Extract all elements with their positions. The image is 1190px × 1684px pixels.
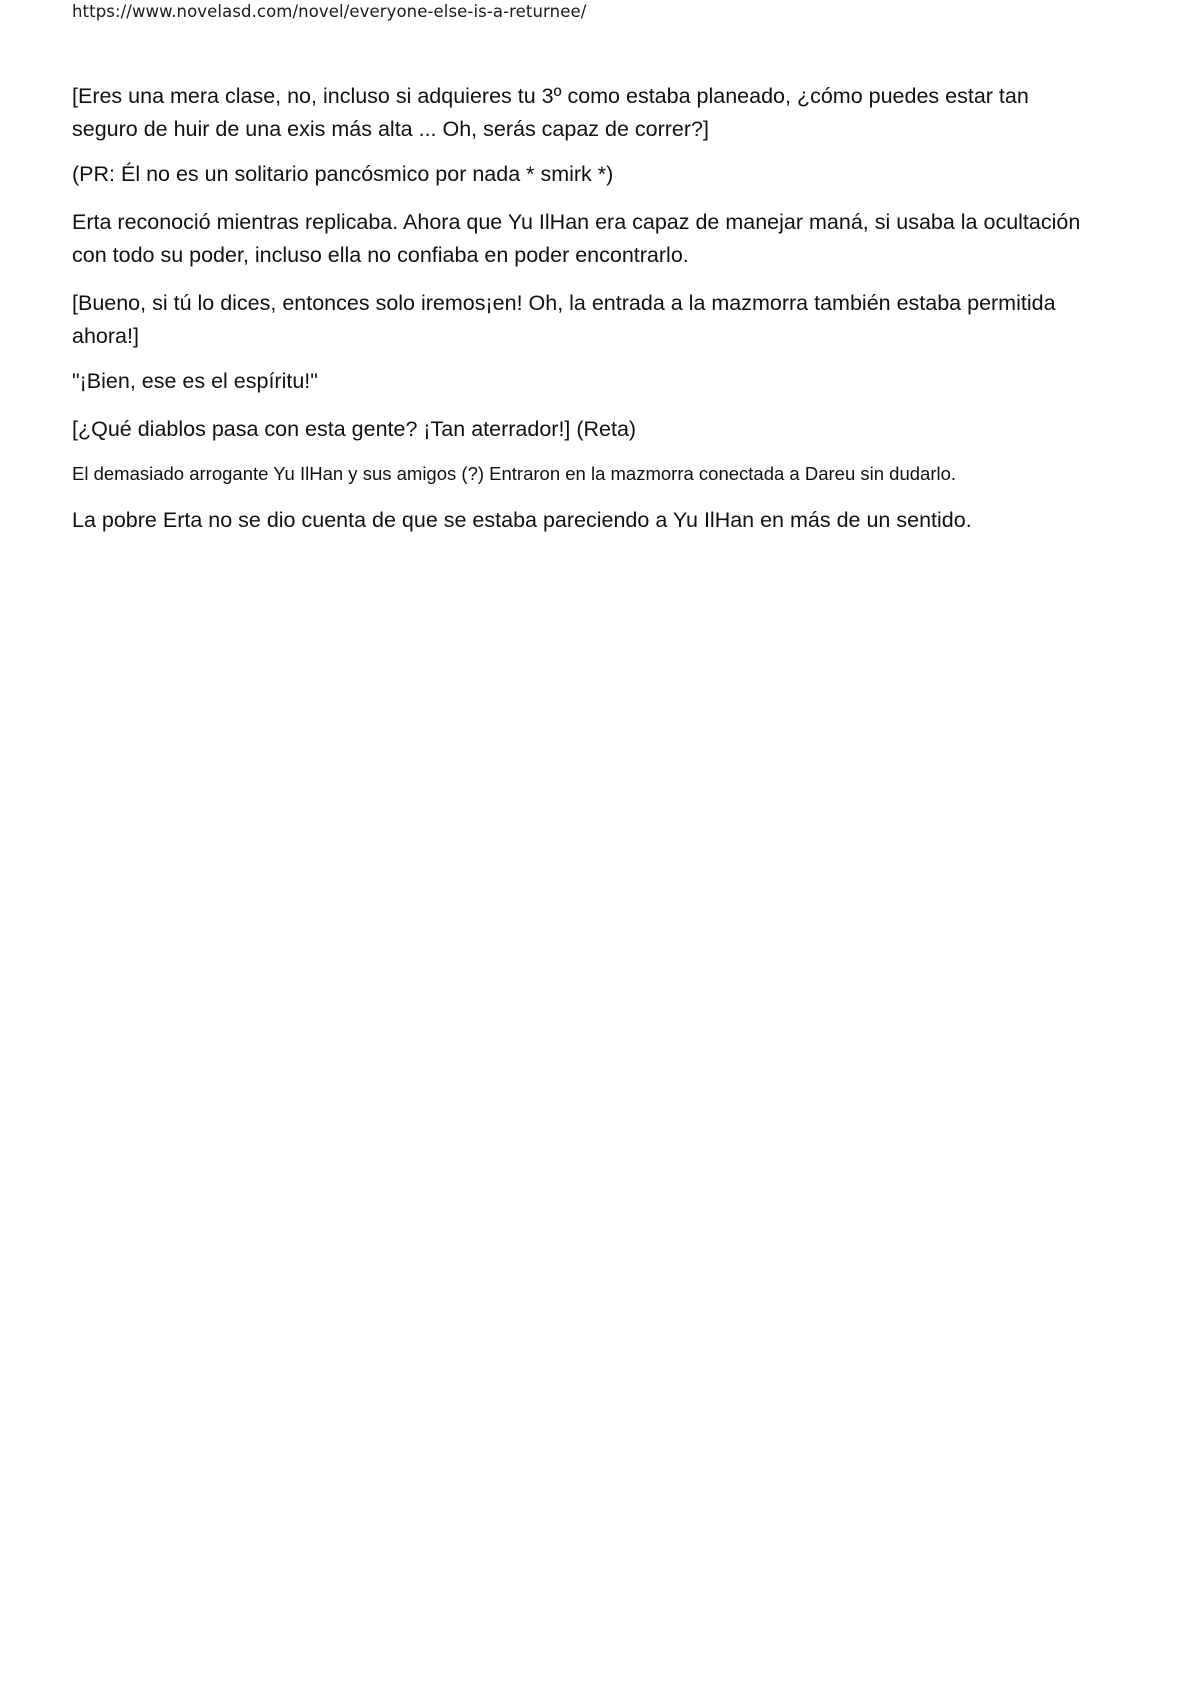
paragraph-8: La pobre Erta no se dio cuenta de que se estaba pareciendo a Yu IlHan en más de un sentido. bbox=[72, 508, 972, 532]
paragraph-4: [Bueno, si tú lo dices, entonces solo iremos¡en! Oh, la entrada a la mazmorra también estaba permitida ahora!] bbox=[72, 291, 1056, 348]
page-header-url: https://www.novelasd.com/novel/everyone-else-is-a-returnee/ bbox=[72, 2, 587, 21]
paragraph-2: (PR: Él no es un solitario pancósmico por nada * smirk *) bbox=[72, 162, 614, 186]
paragraph-6: [¿Qué diablos pasa con esta gente? ¡Tan aterrador!] (Reta) bbox=[72, 417, 637, 441]
document-body bbox=[72, 80, 1082, 537]
paragraph-3: Erta reconoció mientras replicaba. Ahora que Yu IlHan era capaz de manejar maná, si usaba la ocultación con todo su poder, incluso ella no confiaba en poder encontrarlo. bbox=[72, 210, 1081, 267]
paragraph-7: El demasiado arrogante Yu IlHan y sus amigos (?) Entraron en la mazmorra conectada a Dareu sin dudarlo. bbox=[72, 463, 957, 484]
paragraph-1: [Eres una mera clase, no, incluso si adquieres tu 3º como estaba planeado, ¿cómo puedes estar tan seguro de huir de una exis más alta ... Oh, serás capaz de correr?] bbox=[72, 84, 1029, 141]
paragraph-5: "¡Bien, ese es el espíritu!" bbox=[72, 369, 318, 393]
